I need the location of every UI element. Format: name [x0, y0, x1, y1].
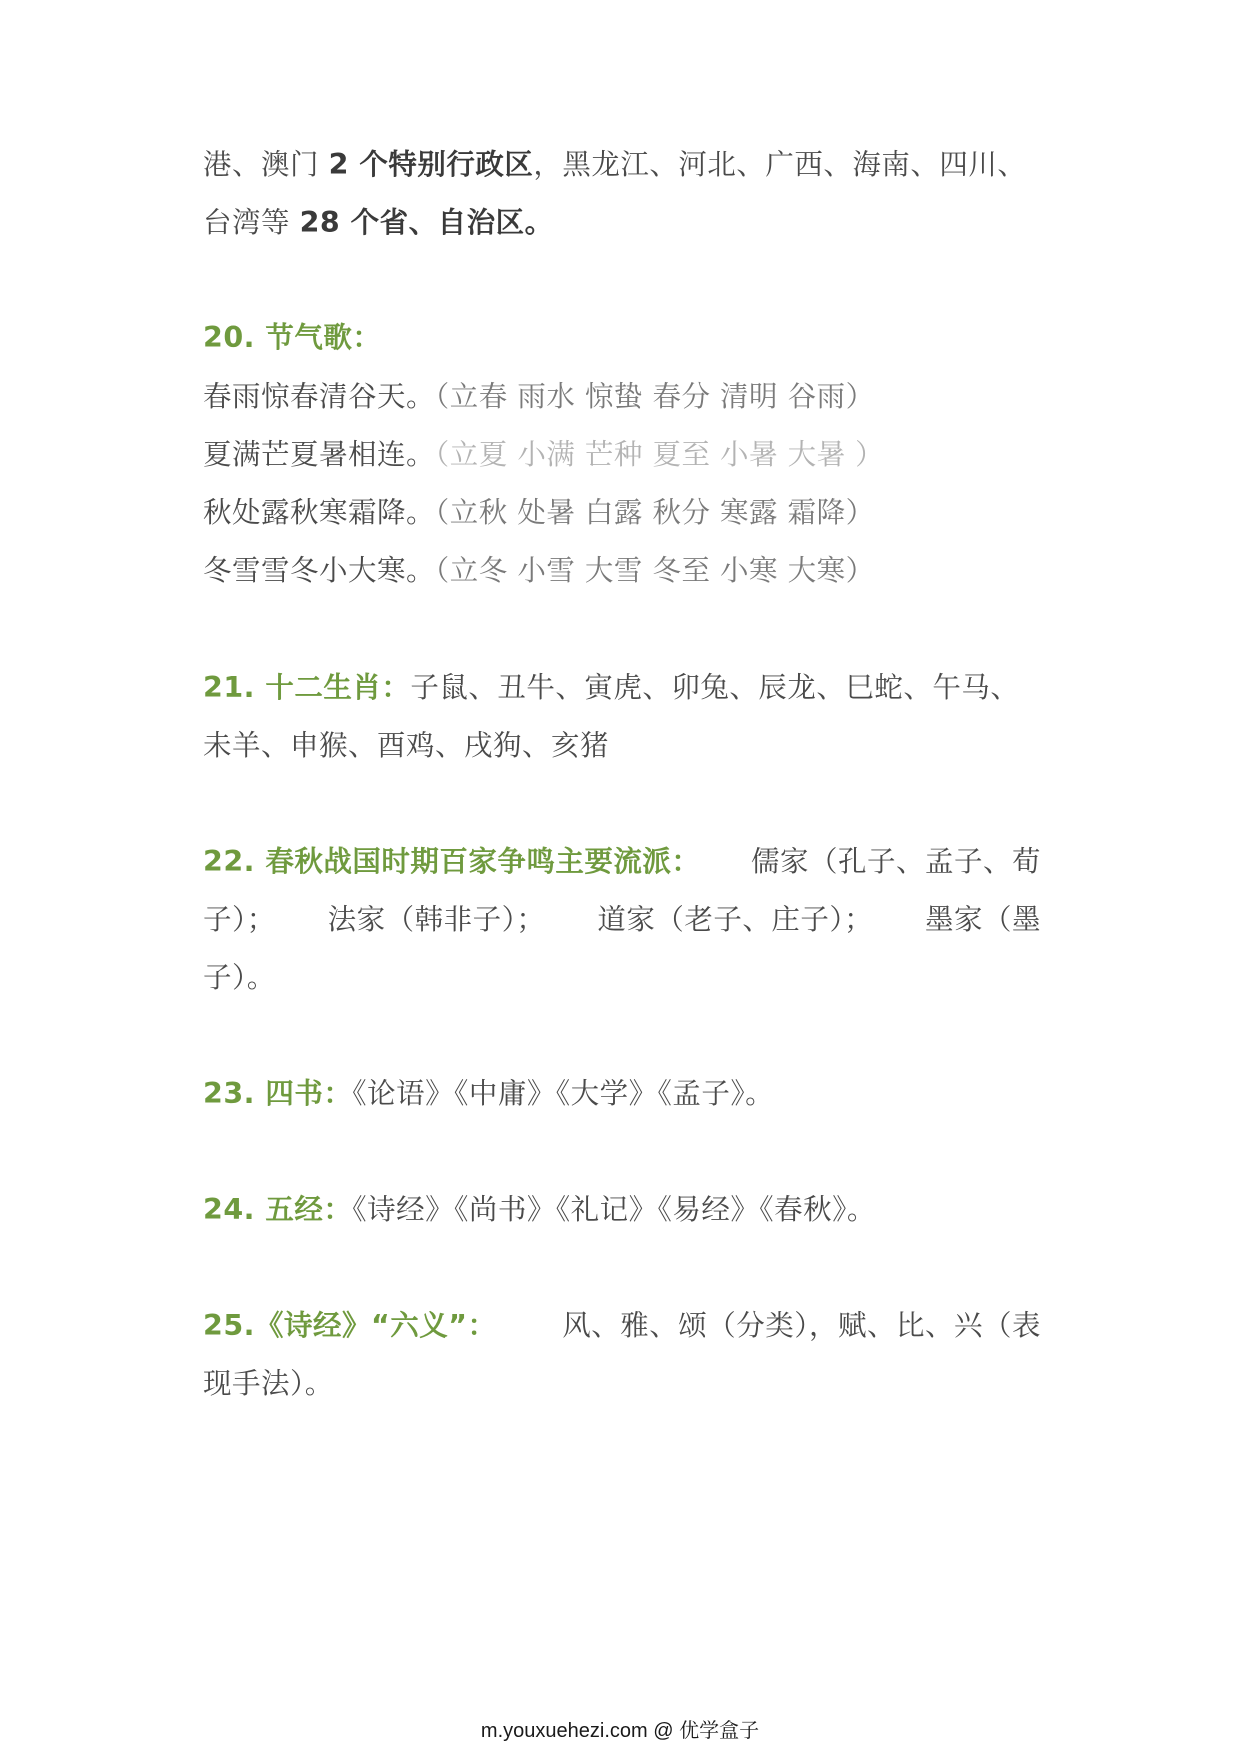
verse: 春雨惊春清谷天。: [203, 380, 436, 413]
school-text: 子）；: [203, 903, 276, 936]
continuation-line-2: [203, 203, 554, 243]
solar-terms: （立春 雨水 惊蛰 春分 清明 谷雨）: [435, 380, 875, 413]
section-25-heading: 25.《诗经》“六义”：: [203, 1309, 497, 1342]
school-text: 墨家（墨: [924, 903, 1041, 936]
section-24-heading: 24. 五经：: [203, 1193, 353, 1226]
section-24-line: [203, 1190, 876, 1230]
section-22-heading: 22. 春秋战国时期百家争鸣主要流派：: [203, 845, 701, 878]
zodiac-list: 子鼠、丑牛、寅虎、卯兔、辰龙、巳蛇、午马、: [410, 671, 1020, 704]
solar-term-row-3: [203, 493, 875, 533]
section-20-heading: 20. 节气歌：: [203, 321, 382, 354]
bold-segment: 28 个省、自治区。: [299, 206, 554, 239]
section-23-line: [203, 1074, 774, 1114]
five-classics: 《诗经》《尚书》《礼记》《易经》《春秋》。: [352, 1193, 876, 1226]
school-text: 道家（老子、庄子）；: [597, 903, 874, 936]
section-21-line-1: [203, 668, 1019, 708]
verse: 夏满芒夏暑相连。: [203, 438, 436, 471]
section-22-line-2: [203, 900, 1041, 940]
section-25-line-2: 现手法）。: [203, 1367, 334, 1400]
text-segment: ，黑龙江、河北、广西、海南、四川、: [533, 148, 1027, 181]
solar-term-row-1: [203, 377, 875, 417]
six-principles: 风、雅、颂（分类），赋、比、兴（表: [562, 1309, 1041, 1342]
text-segment: 台湾等: [203, 206, 300, 239]
continuation-line-1: [203, 145, 1026, 185]
four-books: 《论语》《中庸》《大学》《孟子》。: [352, 1077, 775, 1110]
school-text: 法家（韩非子）；: [327, 903, 546, 936]
section-21-line-2: 未羊、申猴、酉鸡、戌狗、亥猪: [203, 729, 610, 762]
section-23-heading: 23. 四书：: [203, 1077, 353, 1110]
verse: 冬雪雪冬小大寒。: [203, 554, 436, 587]
solar-terms: （立夏 小满 芒种 夏至 小暑 大暑 ）: [435, 438, 885, 471]
verse: 秋处露秋寒霜降。: [203, 496, 436, 529]
solar-terms: （立秋 处暑 白露 秋分 寒露 霜降）: [435, 496, 875, 529]
solar-terms: （立冬 小雪 大雪 冬至 小寒 大寒）: [435, 554, 875, 587]
school-text: 儒家（孔子、孟子、荀: [750, 845, 1041, 878]
section-22-line-3: 子）。: [203, 961, 276, 994]
solar-term-row-2: [203, 435, 884, 475]
solar-term-row-4: [203, 551, 875, 591]
section-21-heading: 21. 十二生肖：: [203, 671, 411, 704]
section-25-line-1: [203, 1306, 1041, 1346]
text-segment: 港、澳门: [203, 148, 329, 181]
bold-segment: 2 个特别行政区: [328, 148, 534, 181]
section-22-line-1: [203, 842, 1041, 882]
footer-watermark: m.youxuehezi.com @ 优学盒子: [480, 1720, 760, 1742]
